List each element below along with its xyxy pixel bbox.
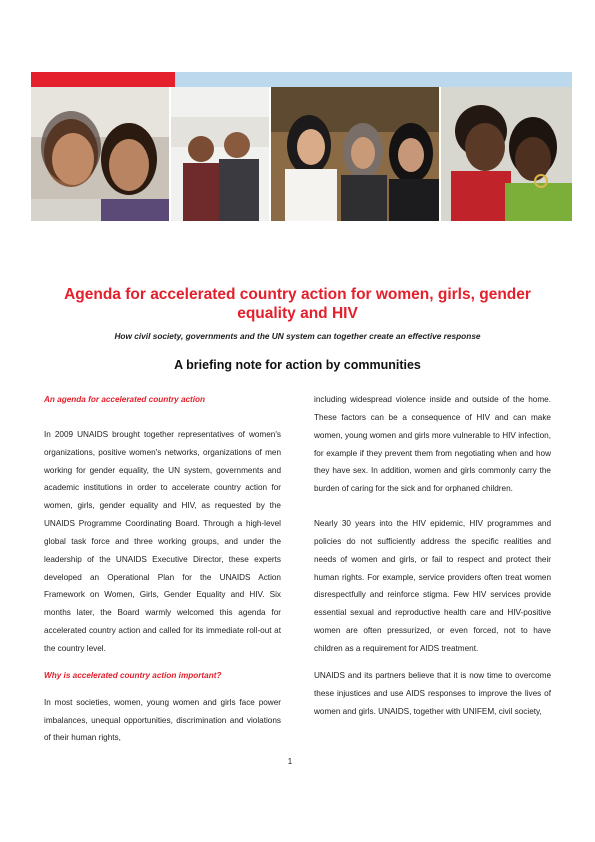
briefing-title: A briefing note for action by communities [174, 358, 421, 372]
left-column [44, 391, 281, 747]
paragraph-thirty-years: Nearly 30 years into the HIV epidemic, HIV programmes and policies do not sufficiently address the specific realities and needs of women and girls, or fail to respect and protect their human rights. For example, service providers often treat women disrespectfully and reinforce stigma. Few HIV services provide essential sexual and reproductive health care and HIV-positive women are often pressurized, or even forced, not to have children as a requirement for AIDS treatment. [314, 519, 551, 653]
page-subtitle: How civil society, governments and the UN system can together create an effective response [114, 331, 481, 341]
section-heading-why: Why is accelerated country action important? [44, 670, 222, 680]
paragraph-violence: including widespread violence inside and outside of the home. These factors can be a consequence of HIV and can make women, young women and girls more vulnerable to HIV infection, for example if they prevent them from negotiating when and how they have sex. In addition, women and girls commonly carry the burden of caring for the sick and for orphaned children. [314, 395, 551, 494]
header-photo-strip [31, 87, 572, 221]
two-african-women-photo [441, 87, 572, 221]
paragraph-why: In most societies, women, young women and girls face power imbalances, unequal opportunities, discrimination and violations of their human rights, [44, 697, 281, 743]
two-girls-photo [31, 87, 169, 221]
page-number: 1 [287, 757, 293, 766]
header-bar-red [31, 72, 175, 87]
page-title: Agenda for accelerated country action for women, girls, gender equality and HIV [64, 286, 531, 322]
section-heading-agenda: An agenda for accelerated country action [44, 395, 206, 404]
paragraph-agenda: In 2009 UNAIDS brought together representatives of women's organizations, positive women's networks, organizations of men working for gender equality, the UN system, governments and academic institutions in order to accelerate country action for women, girls, gender equality and HIV, as requested by the UNAIDS Programme Coordinating Board. Through a high-level global task force and three working groups, and under the leadership of the UNAIDS Executive Director, these experts developed an Operational Plan for the UNAIDS Action Framework on Women, Girls, Gender Equality and HIV. Six months later, the Board warmly welcomed this agenda for accelerated country action and called for its immediate roll-out at the country level. [44, 429, 281, 653]
paragraph-unaids-partners: UNAIDS and its partners believe that it is now time to overcome these injustices and use AIDS responses to improve the lives of women and girls. UNAIDS, together with UNIFEM, civil society, [314, 670, 551, 716]
two-boys-photo [171, 87, 269, 221]
header-bar-blue [175, 72, 572, 87]
women-in-headscarves-photo [271, 87, 439, 221]
right-column [314, 391, 551, 720]
